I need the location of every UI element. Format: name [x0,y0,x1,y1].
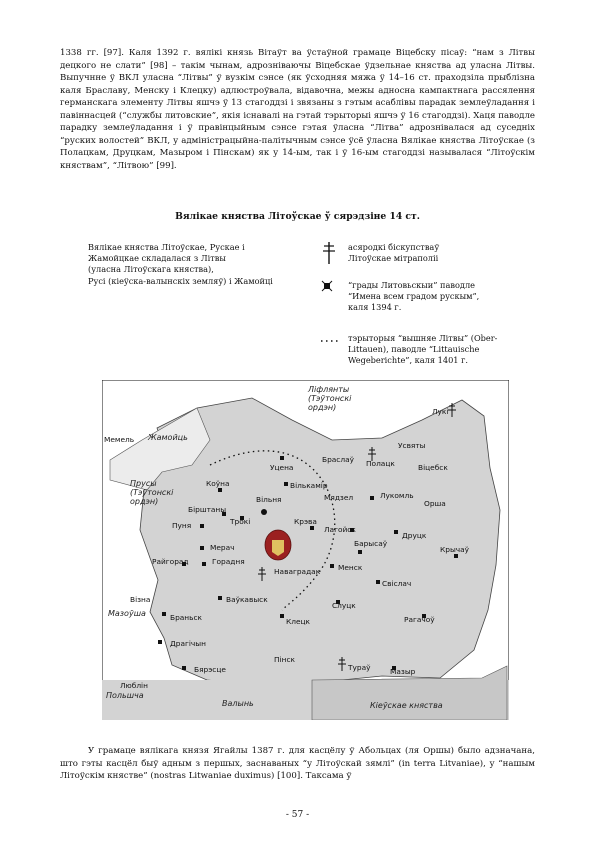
city-label: Усвяты [398,441,426,450]
body-paragraph-bottom: У грамаце вялікага князя Ягайлы 1387 г. для касцёлу ў Абольцах (ля Оршы) было адзначана, што гэты касцёл быў адным з першых, заснаваных “у Літоўскай зямлі” (in terra Litvaniae), у “нашым Літоўскім княстве” (nostras Litwaniae duximus) [100]. Таксама ў [60,746,535,781]
region-label: Валынь [222,699,254,708]
region-label: Прусы (Тэўтонскі ордэн) [130,479,174,506]
city-label: Пінск [274,655,295,664]
town-marker-icon [310,526,314,530]
city-label: Трокі [230,517,251,526]
legend-towns: “грады Литовьскыи” паводле “Имена всем градом рускым”, каля 1394 г. [348,280,480,313]
town-marker-icon [200,524,204,528]
town-marker-icon [284,482,288,486]
city-label: Коўна [206,479,230,488]
capital-marker-icon [261,509,267,515]
city-label: Барысаў [354,539,388,548]
city-label: Браньск [170,613,203,622]
city-label: Мазыр [390,667,416,676]
town-marker-icon [158,640,162,644]
legend-bishop-seats: асяродкі біскупстваў Літоўскае мітраполіі [348,242,440,264]
city-label: Мядзел [324,493,354,502]
city-label: Наваградак [274,567,321,576]
city-label: Лукомль [380,491,414,500]
town-marker-icon [218,596,222,600]
page-number: - 57 - [285,810,310,820]
town-marker-icon [218,488,222,492]
city-label: Рагачоў [404,615,435,624]
city-label: Драгічын [170,639,206,648]
city-label: Крычаў [440,545,470,554]
legend-upper-lithuania: тэрыторыя “вышняе Літвы” (Ober- Littauen), паводле “Littauische Wegeberichte”, каля 1401 г. [348,333,498,366]
town-marker-icon [202,562,206,566]
cross-icon [322,241,336,265]
city-label: Мерач [210,543,235,552]
city-label: Орша [424,499,446,508]
city-label: Слуцк [332,601,356,610]
town-marker-icon [280,614,284,618]
town-marker-icon [454,554,458,558]
region-label: Ліфлянты (Тэўтонскі ордэн) [308,385,352,412]
city-label: Райгорад [152,557,189,566]
legend-description: Вялікае княства Літоўскае, Рускае і Жамойцкае складалася з Літвы (уласна Літоўскага княства), Русі (кіеўска-валынскіх земляў) і Жамойці [88,242,273,286]
town-marker-icon [376,580,380,584]
town-marker-icon [370,496,374,500]
town-marker-icon [280,456,284,460]
city-label: Свіслач [382,579,412,588]
town-marker-icon [394,530,398,534]
city-label: Менск [338,563,363,572]
town-marker-icon [182,666,186,670]
city-label: Уцена [270,463,294,472]
city-label: Крэва [294,517,317,526]
town-marker-icon [200,546,204,550]
city-label: Полацк [366,459,395,468]
city-label: Візна [130,595,151,604]
city-label: Люблін [120,681,148,690]
city-label: Лагойск [324,525,356,534]
city-label: Браслаў [322,455,354,464]
city-label: Тураў [348,663,371,672]
city-label: Віцебск [418,463,448,472]
city-label: Горадня [212,557,245,566]
city-label: Вількамір [290,481,328,490]
city-label: Бярэсце [194,665,226,674]
city-label: Пуня [172,521,192,530]
city-label: Лукі [432,407,449,416]
region-label: Кіеўскае княства [370,701,443,710]
city-label: Друцк [402,531,427,540]
city-label: Вільня [256,495,282,504]
town-marker-icon [162,612,166,616]
town-marker-icon [330,564,334,568]
town-marker-icon [321,280,333,292]
map-coat-of-arms-icon [265,530,291,560]
city-label: Ваўкавыск [226,595,268,604]
region-label: Жамойць [148,433,188,442]
historical-map [102,380,509,720]
dotted-line-icon [320,338,342,344]
city-label: Клецк [286,617,311,626]
town-marker-icon [358,550,362,554]
city-label: Мемель [104,435,135,444]
body-paragraph-top: 1338 гг. [97]. Каля 1392 г. вялікі князь Вітаўт ва ўстаўной грамаце Віцебску пісаў: “нам з Літвы децкого не слати” [98] – такім чынам, адрозніваючы Віцебскае ўдзельнае княства ад уласна Літвы. Выпучнне ў ВКЛ уласна “Літвы” ў вузкім сэнсе (як ўсходняя мяжа ў 14–16 ст. праходзіла прыблізна каля Браславу, Менску і Клецку) адлюстроўвала, відавочна, межы адносна кампактнага рассялення германскага элементу Літвы яшчэ ў 13 стагоддзі і звязаны з гэтым асаблівы парадак землеўладання і павіннасцей (“службы литовские”, якія існавалі на гэтай тэрыторыі яшчэ ў 16 стагоддзі). Хаця паводле парадку землеўладання і ў правінцыйным сэнсе гэтая ўласна “Літва” адрознівалася ад суседніх “руских волостей” ВКЛ, у адміністрацыйна-палітычным сэнсе ўсё ўласна Вялікае княства Літоўскае (з Полацкам, Друцкам, Мазыром і Пінскам) як у 14-ым, так і ў 16-ым стагоддзі называлася “Літоўскім княствам”, “Літвою” [99]. [60,48,535,171]
section-heading: Вялікае княства Літоўскае ў сярэдзіне 14 ст. [175,211,420,222]
city-label: Бірштаны [188,505,227,514]
region-label: Мазоўша [108,609,146,618]
region-label: Польшча [106,691,144,700]
